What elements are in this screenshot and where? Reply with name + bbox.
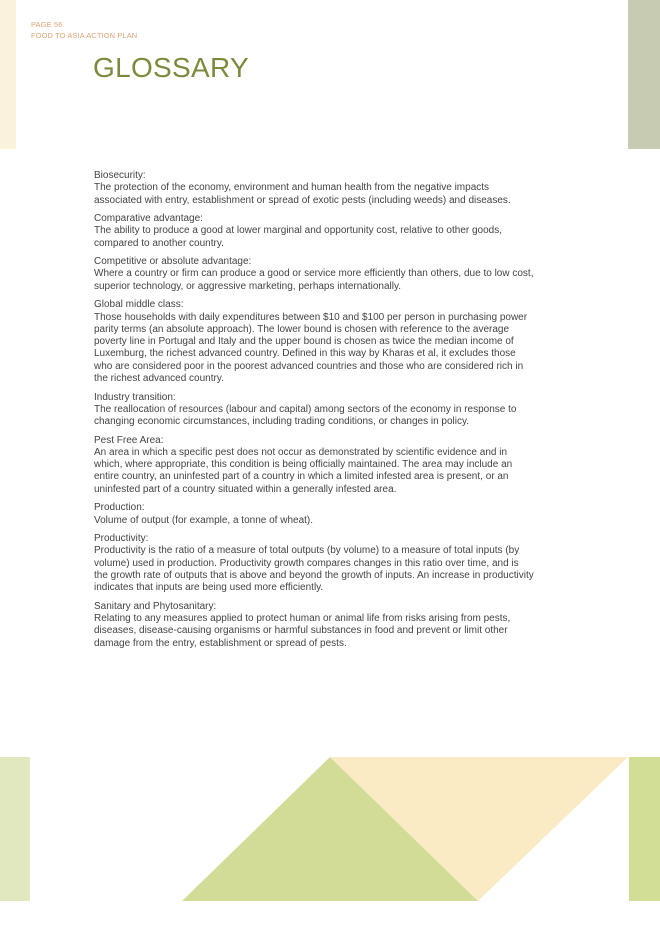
triangle-green-left bbox=[182, 757, 330, 901]
page-header bbox=[31, 19, 137, 41]
glossary-term: Production: bbox=[94, 502, 145, 514]
glossary-term: Sanitary and Phytosanitary: bbox=[94, 600, 217, 612]
glossary-term: Industry transition: bbox=[94, 391, 176, 403]
page-number: PAGE 56 bbox=[31, 20, 63, 29]
glossary-entry-comparative-advantage bbox=[94, 213, 534, 250]
left-bottom-color-band bbox=[0, 757, 30, 901]
glossary-definition: Relating to any measures applied to protect human or animal life from risks arising from pests, diseases, disease-causing organisms or harmful substances in food and prevent or limit other damage from the entry, establishment or spread of pests. bbox=[94, 613, 511, 649]
glossary-definition: Where a country or firm can produce a good or service more efficiently than others, due to low cost, superior technology, or aggressive marketing, perhaps internationally. bbox=[94, 268, 534, 292]
glossary-term: Biosecurity: bbox=[94, 170, 146, 181]
left-top-color-band bbox=[0, 0, 16, 149]
glossary-definition: The reallocation of resources (labour and capital) among sectors of the economy in response to changing economic circumstances, including trading conditions, or changes in policy. bbox=[94, 403, 517, 428]
glossary-definition: An area in which a specific pest does not occur as demonstrated by scientific evidence and in which, where appropriate, this condition is being officially maintained. The area may include an entire country, an uninfested part of a country in which a limited infested area is present, or an uninfested part of a country situated within a generally infested area. bbox=[94, 446, 513, 495]
glossary-entry-productivity bbox=[94, 533, 534, 594]
triangle-cream bbox=[330, 757, 628, 901]
glossary-entry-industry-transition bbox=[94, 392, 534, 429]
glossary-list bbox=[94, 170, 534, 656]
glossary-entry-biosecurity bbox=[94, 170, 534, 207]
glossary-entry-sanitary-phytosanitary bbox=[94, 601, 534, 650]
glossary-definition: Volume of output (for example, a tonne of wheat). bbox=[94, 514, 314, 526]
glossary-definition: Those households with daily expenditures between $10 and $100 per person in purchasing power parity terms (an absolute approach). The lower bound is chosen with reference to the average poverty line in Portugal and Italy and the upper bound is chosen as twice the median income of Luxemburg, the richest advanced country. Defined in this way by Kharas et al, it excludes those who are considered poor in the poorest advanced countries and those who are considered rich in the richest advanced country. bbox=[94, 311, 528, 385]
glossary-term: Pest Free Area: bbox=[94, 434, 164, 446]
glossary-definition: The protection of the economy, environment and human health from the negative impacts associated with entry, establishment or spread of exotic pests (including weeds) and diseases. bbox=[94, 182, 511, 206]
glossary-term: Global middle class: bbox=[94, 299, 184, 311]
right-top-color-band bbox=[628, 0, 660, 149]
glossary-definition: Productivity is the ratio of a measure of total outputs (by volume) to a measure of total inputs (by volume) used in production. Productivity growth compares changes in this ratio over time, and is the growth rate of outputs that is above and beyond the growth of inputs. An increase in productivity indicates that inputs are being used more efficiently. bbox=[94, 545, 534, 594]
glossary-term: Comparative advantage: bbox=[94, 213, 203, 225]
right-bottom-color-band bbox=[629, 757, 660, 901]
triangle-green-down bbox=[330, 757, 478, 901]
page-title: GLOSSARY bbox=[93, 52, 249, 83]
glossary-entry-pest-free-area bbox=[94, 435, 534, 496]
glossary-term: Competitive or absolute advantage: bbox=[94, 256, 252, 268]
glossary-entry-production bbox=[94, 502, 534, 527]
glossary-term: Productivity: bbox=[94, 533, 149, 545]
glossary-entry-competitive-advantage bbox=[94, 256, 534, 293]
document-title: FOOD TO ASIA ACTION PLAN bbox=[31, 31, 138, 40]
glossary-definition: The ability to produce a good at lower marginal and opportunity cost, relative to other goods, compared to another country. bbox=[94, 225, 503, 249]
glossary-entry-global-middle-class bbox=[94, 299, 534, 385]
